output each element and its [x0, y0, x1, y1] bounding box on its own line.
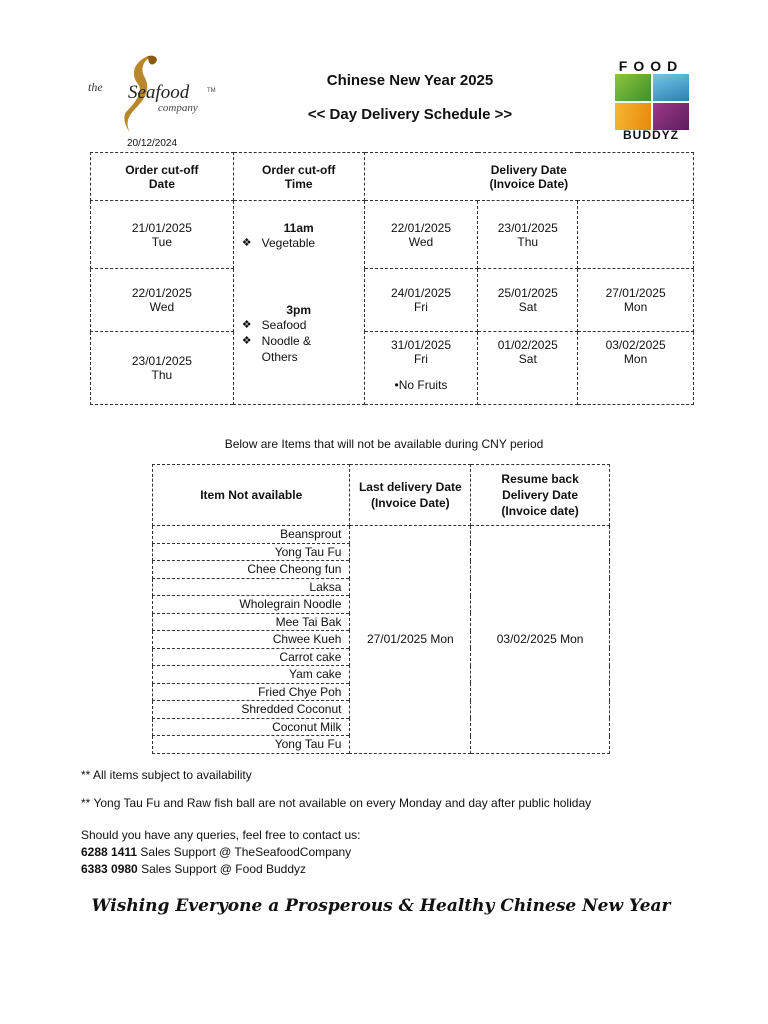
contact-intro: Should you have any queries, feel free to contact us: [81, 828, 361, 842]
header-delivery-date: Delivery Date (Invoice Date) [364, 153, 693, 201]
logo-tile-greens [615, 74, 651, 101]
delivery-cell [578, 201, 694, 269]
cutoff-time-3pm [233, 269, 364, 405]
cutoff-time-11am [233, 201, 364, 269]
logo-buddyz-text: BUDDYZ [623, 128, 679, 142]
header-cutoff-time: Order cut-off Time [233, 153, 364, 201]
note-yong-tau-fu: ** Yong Tau Fu and Raw fish ball are not available on every Monday and day after public holiday [81, 796, 592, 810]
diamond-bullet-icon: ❖ [241, 318, 252, 331]
page-subtitle: << Day Delivery Schedule >> [307, 106, 513, 123]
logo-the-text: the [88, 80, 103, 94]
logo-photo-grid [615, 74, 687, 128]
cutoff-date-row1: 21/01/2025 Tue [91, 201, 234, 269]
contact-line-seafood [81, 845, 351, 859]
note-availability: ** All items subject to availability [81, 768, 252, 782]
contact-label: Sales Support @ Food Buddyz [141, 862, 307, 876]
delivery-cell: 03/02/2025 Mon [578, 332, 694, 405]
header-last-delivery: Last delivery Date (Invoice Date) [350, 465, 471, 526]
unavailable-item: Shredded Coconut [153, 701, 350, 719]
unavailable-item: Chee Cheong fun [153, 561, 350, 579]
time-11am-label: 11am [283, 221, 314, 235]
delivery-cell: 01/02/2025 Sat [478, 332, 578, 405]
no-fruits-note: •No Fruits [394, 378, 448, 392]
page-title: Chinese New Year 2025 [326, 72, 494, 89]
cutoff-date-row2: 22/01/2025 Wed [91, 269, 234, 332]
resume-delivery-date: 03/02/2025 Mon [471, 526, 610, 754]
food-buddyz-logo [612, 58, 692, 144]
header-resume-delivery: Resume back Delivery Date (Invoice date) [471, 465, 610, 526]
logo-tile-noodles [615, 103, 651, 130]
last-delivery-date: 27/01/2025 Mon [350, 526, 471, 754]
unavailable-item: Carrot cake [153, 648, 350, 666]
time-3pm-item: ❖ Noodle & Others [241, 333, 312, 364]
logo-tile-cabbage [653, 103, 689, 130]
unavailable-item: Yong Tau Fu [153, 543, 350, 561]
greeting-signature: Wishing Everyone a Prosperous & Healthy Chinese New Year [91, 896, 671, 916]
unavailable-items-table [152, 464, 610, 754]
contact-line-foodbuddyz [81, 862, 306, 876]
unavailable-item: Fried Chye Poh [153, 683, 350, 701]
header-cutoff-date: Order cut-off Date [91, 153, 234, 201]
time-3pm-item: ❖ Seafood [241, 317, 307, 332]
unavailable-item: Wholegrain Noodle [153, 596, 350, 614]
diamond-bullet-icon: ❖ [241, 237, 252, 249]
unavailable-item: Coconut Milk [153, 718, 350, 736]
logo-tile-water [653, 74, 689, 101]
delivery-cell: 23/01/2025 Thu [478, 201, 578, 269]
unavailable-item: Chwee Kueh [153, 631, 350, 649]
delivery-cell: 24/01/2025 Fri [364, 269, 478, 332]
contact-phone: 6288 1411 [81, 845, 138, 859]
diamond-bullet-icon: ❖ [241, 334, 252, 347]
unavailable-item: Laksa [153, 578, 350, 596]
delivery-cell: 22/01/2025 Wed [364, 201, 478, 269]
logo-company-text: company [158, 102, 198, 114]
cutoff-date-row3: 23/01/2025 Thu [91, 332, 234, 405]
logo-tm-text: TM [207, 88, 216, 94]
seafood-company-logo [86, 52, 226, 134]
delivery-cell: 25/01/2025 Sat [478, 269, 578, 332]
unavailable-item: Mee Tai Bak [153, 613, 350, 631]
contact-phone: 6383 0980 [81, 862, 138, 876]
unavailable-item: Beansprout [153, 526, 350, 544]
logo-food-text: FOOD [618, 58, 684, 74]
header-item-not-available: Item Not available [153, 465, 350, 526]
logo-seafood-text: Seafood [128, 82, 190, 103]
delivery-cell: 31/01/2025 Fri •No Fruits [364, 332, 478, 405]
unavailable-intro: Below are Items that will not be available during CNY period [224, 437, 544, 451]
document-date: 20/12/2024 [127, 138, 178, 149]
time-3pm-label: 3pm [286, 302, 312, 317]
unavailable-item: Yam cake [153, 666, 350, 684]
unavailable-item: Yong Tau Fu [153, 736, 350, 754]
delivery-schedule-table [90, 152, 694, 405]
contact-label: Sales Support @ TheSeafoodCompany [140, 845, 352, 859]
time-11am-item: ❖ Vegetable [241, 236, 316, 250]
delivery-cell: 27/01/2025 Mon [578, 269, 694, 332]
